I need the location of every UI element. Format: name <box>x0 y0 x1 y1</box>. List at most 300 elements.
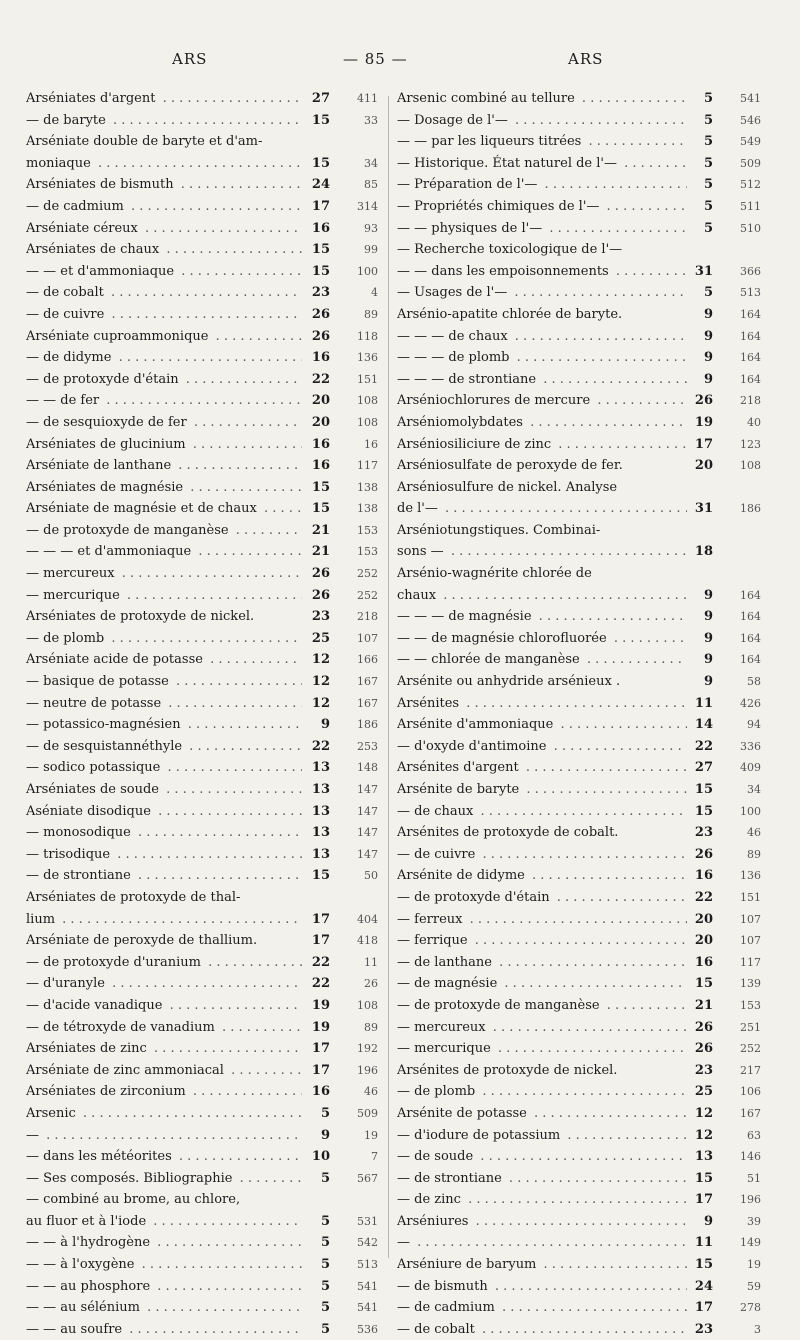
entry-label <box>26 1060 302 1082</box>
index-entry <box>397 239 777 261</box>
volume-number: 20 <box>311 393 330 409</box>
volume-number: 17 <box>311 1062 330 1078</box>
index-entry <box>397 477 777 499</box>
index-entry <box>26 1060 384 1082</box>
entry-text: — — de fer <box>26 393 102 408</box>
entry-label <box>397 801 687 823</box>
volume-number: 23 <box>311 609 330 625</box>
volume-number: 12 <box>311 652 330 668</box>
index-entry <box>397 1297 777 1319</box>
index-entry <box>397 606 777 628</box>
running-head-left: ARS <box>172 50 208 68</box>
entry-text: — de protoxyde d'uranium <box>26 955 204 970</box>
index-entry <box>397 1060 777 1082</box>
page-reference: 108 <box>357 394 378 408</box>
entry-label <box>26 88 302 110</box>
entry-text: Arséniate de magnésie et de chaux <box>26 501 260 516</box>
entry-text: Arsénite d'ammoniaque <box>397 717 556 732</box>
entry-label <box>397 326 687 348</box>
index-entry <box>26 261 384 283</box>
volume-number: 26 <box>311 566 330 582</box>
entry-text: — — et d'ammoniaque <box>26 264 177 279</box>
volume-number: 12 <box>311 695 330 711</box>
index-entry <box>26 1276 384 1298</box>
index-entry <box>397 736 777 758</box>
index-entry <box>397 131 777 153</box>
index-entry <box>397 1103 777 1125</box>
entry-label <box>26 1103 302 1125</box>
entry-text: — de cobalt <box>26 285 107 300</box>
volume-number: 5 <box>320 1235 330 1251</box>
index-entry <box>26 390 384 412</box>
index-entry <box>397 822 777 844</box>
index-entry <box>397 110 777 132</box>
volume-number: 12 <box>694 1127 713 1143</box>
entry-text: Arséniure de baryum <box>397 1257 539 1272</box>
index-entry <box>397 1168 777 1190</box>
entry-label <box>26 801 302 823</box>
entry-label <box>26 671 302 693</box>
entry-text: — de tétroxyde de vanadium <box>26 1020 218 1035</box>
page-reference: 409 <box>740 761 761 775</box>
volume-number: 24 <box>694 1278 713 1294</box>
entry-text: — de didyme <box>26 350 114 365</box>
index-entry <box>397 1189 777 1211</box>
index-entry <box>26 1125 384 1147</box>
page-reference: 138 <box>357 502 378 516</box>
index-entry <box>26 973 384 995</box>
volume-number: 22 <box>311 954 330 970</box>
volume-number: 24 <box>311 177 330 193</box>
entry-label <box>26 412 302 434</box>
page-reference: 108 <box>357 998 378 1012</box>
page-header <box>0 50 800 80</box>
entry-label <box>26 714 302 736</box>
entry-text: Aséniate disodique <box>26 804 154 819</box>
volume-number: 26 <box>694 1041 713 1057</box>
page-reference: 336 <box>740 739 761 753</box>
entry-label <box>26 1276 302 1298</box>
page-reference: 513 <box>357 1258 378 1272</box>
volume-number: 21 <box>311 522 330 538</box>
entry-label <box>26 541 302 563</box>
volume-number: 16 <box>311 1084 330 1100</box>
entry-label <box>26 498 302 520</box>
entry-text: — — de magnésie chlorofluorée <box>397 631 610 646</box>
entry-label <box>397 174 687 196</box>
entry-label <box>26 865 302 887</box>
entry-label <box>397 261 687 283</box>
entry-label <box>397 218 687 240</box>
index-entry <box>26 801 384 823</box>
index-entry <box>26 1017 384 1039</box>
index-entry <box>397 930 777 952</box>
page-reference: 546 <box>740 113 761 127</box>
entry-text: de l'— <box>397 501 441 516</box>
page-reference: 46 <box>364 1085 378 1099</box>
volume-number: 5 <box>320 1321 330 1337</box>
page-reference: 252 <box>740 1042 761 1056</box>
volume-number: 12 <box>694 1105 713 1121</box>
entry-label <box>26 326 302 348</box>
page-reference: 100 <box>740 804 761 818</box>
entry-text: — — dans les empoisonnements <box>397 264 612 279</box>
entry-text: — — — de chaux <box>397 329 511 344</box>
entry-text: — <box>26 1128 42 1143</box>
entry-label <box>397 369 687 391</box>
page-reference: 147 <box>357 826 378 840</box>
page-reference: 153 <box>740 998 761 1012</box>
volume-number: 27 <box>694 760 713 776</box>
entry-text: — — — de magnésie <box>397 609 535 624</box>
entry-text: Arsénites de protoxyde de cobalt. <box>397 825 621 840</box>
entry-label <box>397 347 687 369</box>
page-reference: 151 <box>740 890 761 904</box>
entry-label <box>26 455 302 477</box>
page-reference: 16 <box>364 437 378 451</box>
index-entry <box>26 909 384 931</box>
index-entry <box>397 585 777 607</box>
entry-label <box>397 282 687 304</box>
entry-text: — de strontiane <box>26 868 134 883</box>
page-reference: 217 <box>740 1063 761 1077</box>
volume-number: 13 <box>311 846 330 862</box>
page-reference: 11 <box>364 955 378 969</box>
entry-label <box>26 606 302 628</box>
entry-text: — de cuivre <box>397 847 478 862</box>
page-reference: 146 <box>740 1150 761 1164</box>
volume-number: 22 <box>311 976 330 992</box>
page-reference: 252 <box>357 588 378 602</box>
volume-number: 27 <box>311 91 330 106</box>
volume-number: 15 <box>694 1170 713 1186</box>
index-entry <box>26 865 384 887</box>
column-divider <box>388 96 389 1258</box>
page-reference: 511 <box>740 199 761 213</box>
volume-number: 15 <box>311 479 330 495</box>
volume-number: 31 <box>694 263 713 279</box>
page-reference: 164 <box>740 351 761 365</box>
page-reference: 108 <box>357 415 378 429</box>
entry-text: Arséniates de protoxyde de nickel. <box>26 609 257 624</box>
entry-text: Arsenic <box>26 1106 79 1121</box>
entry-text: Arsénio-wagnérite chlorée de <box>397 566 595 581</box>
page-reference: 218 <box>740 394 761 408</box>
index-entry <box>397 649 777 671</box>
index-entry <box>397 1017 777 1039</box>
page-reference: 85 <box>364 178 378 192</box>
entry-label <box>397 304 687 326</box>
entry-text: — de protoxyde d'étain <box>397 890 553 905</box>
entry-label <box>26 1017 302 1039</box>
index-entry <box>397 174 777 196</box>
entry-label <box>26 110 302 132</box>
page-number: — 85 — <box>343 50 408 68</box>
page-reference: 108 <box>740 459 761 473</box>
entry-label <box>397 1168 687 1190</box>
entry-label <box>26 649 302 671</box>
entry-label <box>397 434 687 456</box>
volume-number: 26 <box>694 846 713 862</box>
entry-label <box>397 995 687 1017</box>
entry-text: — de sesquistannéthyle <box>26 739 185 754</box>
page-reference: 99 <box>364 243 378 257</box>
index-entry <box>26 131 384 153</box>
entry-text: — d'iodure de potassium <box>397 1128 563 1143</box>
index-entry <box>26 628 384 650</box>
index-entry <box>397 757 777 779</box>
index-entry <box>26 844 384 866</box>
page-reference: 192 <box>357 1042 378 1056</box>
volume-number: 17 <box>694 1192 713 1208</box>
volume-number: 26 <box>311 587 330 603</box>
entry-label <box>26 1189 302 1211</box>
entry-text: — potassico-magnésien <box>26 717 184 732</box>
index-entry <box>26 693 384 715</box>
entry-text: — ferreux <box>397 912 465 927</box>
volume-number: 9 <box>320 1127 330 1143</box>
index-entry <box>397 326 777 348</box>
page-reference: 164 <box>740 307 761 321</box>
entry-text: — Historique. État naturel de l'— <box>397 156 620 171</box>
page-reference: 167 <box>357 675 378 689</box>
entry-label <box>26 153 302 175</box>
volume-number: 5 <box>703 155 713 171</box>
volume-number: 5 <box>320 1300 330 1316</box>
index-entry <box>26 1254 384 1276</box>
index-entry <box>397 369 777 391</box>
entry-label <box>26 628 302 650</box>
page-reference: 51 <box>747 1171 761 1185</box>
entry-label <box>26 1297 302 1319</box>
page-reference: 218 <box>357 610 378 624</box>
entry-text: chaux <box>397 588 439 603</box>
volume-number: 17 <box>311 911 330 927</box>
entry-text: — Usages de l'— <box>397 285 510 300</box>
entry-label <box>397 110 687 132</box>
index-entry <box>397 304 777 326</box>
entry-text: Arséniotungstiques. Combinai- <box>397 523 603 538</box>
page-reference: 4 <box>371 286 378 300</box>
page-reference: 549 <box>740 135 761 149</box>
page-reference: 147 <box>357 847 378 861</box>
page-reference: 164 <box>740 631 761 645</box>
entry-label <box>397 1125 687 1147</box>
entry-text: — monosodique <box>26 825 134 840</box>
entry-text: — mercurique <box>397 1041 494 1056</box>
index-entry <box>397 671 777 693</box>
entry-label <box>26 1125 302 1147</box>
index-entry <box>26 887 384 909</box>
entry-label <box>397 1017 687 1039</box>
entry-text: — — à l'hydrogène <box>26 1235 153 1250</box>
entry-text: — basique de potasse <box>26 674 172 689</box>
entry-text: — sodico potassique <box>26 760 163 775</box>
volume-number: 15 <box>311 112 330 128</box>
entry-text: — de protoxyde de manganèse <box>397 998 603 1013</box>
volume-number: 9 <box>703 350 713 366</box>
index-entry <box>26 174 384 196</box>
running-head-right: ARS <box>568 50 604 68</box>
entry-label <box>397 1081 687 1103</box>
volume-number: 22 <box>694 889 713 905</box>
volume-number: 21 <box>311 544 330 560</box>
entry-text: — — par les liqueurs titrées <box>397 134 584 149</box>
entry-label <box>397 1103 687 1125</box>
index-entry <box>397 844 777 866</box>
index-entry <box>397 153 777 175</box>
volume-number: 9 <box>703 587 713 603</box>
page-reference: 510 <box>740 221 761 235</box>
volume-number: 26 <box>694 1019 713 1035</box>
page-reference: 164 <box>740 372 761 386</box>
volume-number: 11 <box>694 1235 713 1251</box>
entry-text: Arséniosulfate de peroxyde de fer. <box>397 458 626 473</box>
entry-text: — de cuivre <box>26 307 107 322</box>
page-reference: 153 <box>357 545 378 559</box>
entry-label <box>397 887 687 909</box>
volume-number: 9 <box>320 717 330 733</box>
index-entry <box>397 973 777 995</box>
volume-number: 5 <box>703 112 713 128</box>
volume-number: 15 <box>694 976 713 992</box>
index-entry <box>26 1232 384 1254</box>
entry-label <box>397 1146 687 1168</box>
page-reference: 89 <box>747 847 761 861</box>
volume-number: 22 <box>694 738 713 754</box>
entry-text: — de strontiane <box>397 1171 505 1186</box>
entry-text: — de cobalt <box>397 1322 478 1337</box>
entry-label <box>397 1060 687 1082</box>
entry-text: Arséniate double de baryte et d'am- <box>26 134 265 149</box>
entry-text: — — au phosphore <box>26 1279 153 1294</box>
entry-label <box>26 1146 302 1168</box>
entry-text: Arsénite ou anhydride arsénieux . <box>397 674 623 689</box>
index-entry <box>397 1276 777 1298</box>
entry-label <box>397 88 687 110</box>
volume-number: 16 <box>694 954 713 970</box>
entry-text: — de plomb <box>26 631 107 646</box>
page-reference: 253 <box>357 739 378 753</box>
entry-text: — de soude <box>397 1149 476 1164</box>
page-reference: 40 <box>747 415 761 429</box>
index-column-left <box>26 88 384 1340</box>
volume-number: 16 <box>694 868 713 884</box>
entry-text: — de protoxyde de manganèse <box>26 523 232 538</box>
entry-label <box>397 477 687 499</box>
entry-label <box>397 239 687 261</box>
entry-label <box>397 714 687 736</box>
page-reference: 542 <box>357 1236 378 1250</box>
index-entry <box>397 779 777 801</box>
volume-number: 15 <box>311 242 330 258</box>
page-reference: 138 <box>357 480 378 494</box>
entry-text: — de cadmium <box>26 199 127 214</box>
entry-label <box>26 757 302 779</box>
entry-label <box>397 1211 687 1233</box>
volume-number: 16 <box>311 458 330 474</box>
volume-number: 15 <box>694 1257 713 1273</box>
entry-text: — Propriétés chimiques de l'— <box>397 199 602 214</box>
entry-label <box>397 736 687 758</box>
index-entry <box>26 1103 384 1125</box>
entry-text: Arséniates d'argent <box>26 91 158 106</box>
volume-number: 25 <box>694 1084 713 1100</box>
index-entry <box>397 1254 777 1276</box>
entry-text: Arséniates de zinc <box>26 1041 150 1056</box>
volume-number: 21 <box>694 997 713 1013</box>
entry-text: Arséniomolybdates <box>397 415 526 430</box>
entry-text: — — au soufre <box>26 1322 125 1337</box>
entry-text: — d'uranyle <box>26 976 108 991</box>
volume-number: 12 <box>311 674 330 690</box>
page-reference: 136 <box>740 869 761 883</box>
index-entry <box>26 995 384 1017</box>
entry-label <box>26 520 302 542</box>
index-entry <box>397 196 777 218</box>
page-reference: 509 <box>740 156 761 170</box>
page-reference: 167 <box>740 1106 761 1120</box>
page-reference: 94 <box>747 718 761 732</box>
volume-number: 23 <box>694 825 713 841</box>
volume-number: 15 <box>311 501 330 517</box>
volume-number: 9 <box>703 652 713 668</box>
index-entry <box>26 563 384 585</box>
entry-text: moniaque <box>26 156 94 171</box>
index-entry <box>397 801 777 823</box>
index-entry <box>26 520 384 542</box>
page-reference: 139 <box>740 977 761 991</box>
entry-label <box>397 757 687 779</box>
page-reference: 151 <box>357 372 378 386</box>
volume-number: 20 <box>311 414 330 430</box>
index-entry <box>26 282 384 304</box>
entry-label <box>26 779 302 801</box>
page-reference: 107 <box>740 912 761 926</box>
entry-text: — ferrique <box>397 933 471 948</box>
index-entry <box>26 606 384 628</box>
entry-text: — — — de plomb <box>397 350 513 365</box>
volume-number: 5 <box>703 198 713 214</box>
entry-text: — de cadmium <box>397 1300 498 1315</box>
entry-label <box>397 822 687 844</box>
index-entry <box>397 1232 777 1254</box>
index-entry <box>26 218 384 240</box>
index-entry <box>397 498 777 520</box>
page-reference: 164 <box>740 653 761 667</box>
index-entry <box>26 736 384 758</box>
entry-label <box>397 520 687 542</box>
entry-label <box>26 693 302 715</box>
entry-label <box>397 153 687 175</box>
entry-label <box>26 887 302 909</box>
volume-number: 5 <box>703 177 713 193</box>
entry-label <box>397 390 687 412</box>
entry-label <box>26 261 302 283</box>
page-reference: 278 <box>740 1301 761 1315</box>
index-entry <box>397 995 777 1017</box>
index-entry <box>397 412 777 434</box>
entry-label <box>397 865 687 887</box>
entry-text: — de bismuth <box>397 1279 491 1294</box>
page-reference: 7 <box>371 1150 378 1164</box>
volume-number: 23 <box>694 1062 713 1078</box>
page-reference: 366 <box>740 264 761 278</box>
volume-number: 5 <box>320 1213 330 1229</box>
volume-number: 13 <box>311 782 330 797</box>
entry-text: Arséniures <box>397 1214 471 1229</box>
page-reference: 252 <box>357 567 378 581</box>
